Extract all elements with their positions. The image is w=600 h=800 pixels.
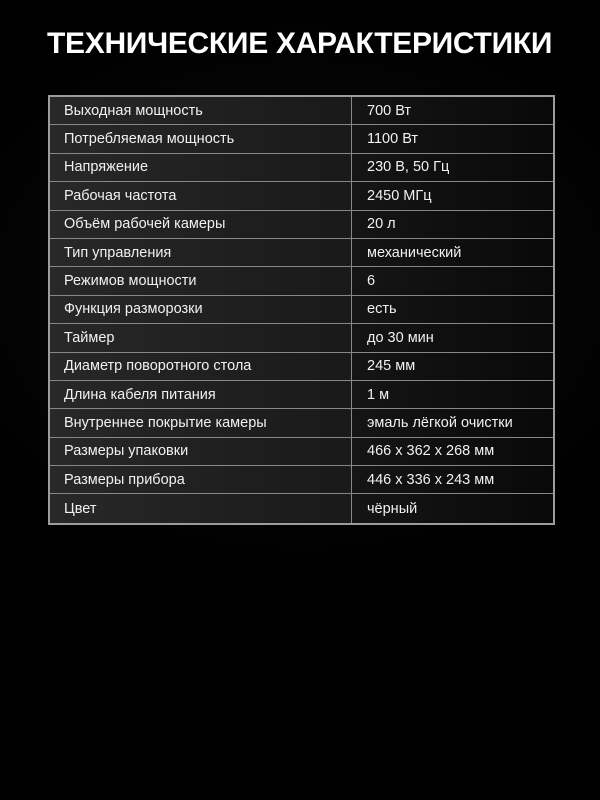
- spec-label: Размеры упаковки: [50, 438, 352, 465]
- spec-label: Цвет: [50, 494, 352, 522]
- table-row: [50, 353, 553, 381]
- spec-value: 6: [352, 267, 553, 294]
- spec-value: 700 Вт: [352, 97, 553, 124]
- spec-label: Тип управления: [50, 239, 352, 266]
- spec-value: 230 В, 50 Гц: [352, 154, 553, 181]
- page-title: ТЕХНИЧЕСКИЕ ХАРАКТЕРИСТИКИ: [47, 27, 553, 60]
- table-row: [50, 154, 553, 182]
- spec-value: 2450 МГц: [352, 182, 553, 209]
- spec-label: Диаметр поворотного стола: [50, 353, 352, 380]
- spec-value: есть: [352, 296, 553, 323]
- table-row: [50, 125, 553, 153]
- table-row: [50, 381, 553, 409]
- spec-label: Размеры прибора: [50, 466, 352, 493]
- spec-label: Объём рабочей камеры: [50, 211, 352, 238]
- table-row: [50, 494, 553, 522]
- spec-value: 466 x 362 x 268 мм: [352, 438, 553, 465]
- spec-label: Длина кабеля питания: [50, 381, 352, 408]
- spec-value: до 30 мин: [352, 324, 553, 351]
- spec-value: 1100 Вт: [352, 125, 553, 152]
- table-row: [50, 97, 553, 125]
- table-row: [50, 182, 553, 210]
- spec-value: 446 x 336 x 243 мм: [352, 466, 553, 493]
- table-row: [50, 267, 553, 295]
- specs-table: [48, 95, 555, 525]
- spec-label: Функция разморозки: [50, 296, 352, 323]
- spec-value: 1 м: [352, 381, 553, 408]
- spec-value: механический: [352, 239, 553, 266]
- table-row: [50, 296, 553, 324]
- table-row: [50, 409, 553, 437]
- spec-value: чёрный: [352, 494, 553, 522]
- spec-label: Рабочая частота: [50, 182, 352, 209]
- table-row: [50, 466, 553, 494]
- spec-label: Напряжение: [50, 154, 352, 181]
- spec-label: Внутреннее покрытие камеры: [50, 409, 352, 436]
- spec-label: Режимов мощности: [50, 267, 352, 294]
- table-row: [50, 324, 553, 352]
- spec-value: 20 л: [352, 211, 553, 238]
- table-row: [50, 211, 553, 239]
- spec-value: эмаль лёгкой очистки: [352, 409, 553, 436]
- table-row: [50, 239, 553, 267]
- table-row: [50, 438, 553, 466]
- spec-label: Выходная мощность: [50, 97, 352, 124]
- spec-label: Таймер: [50, 324, 352, 351]
- spec-label: Потребляемая мощность: [50, 125, 352, 152]
- spec-value: 245 мм: [352, 353, 553, 380]
